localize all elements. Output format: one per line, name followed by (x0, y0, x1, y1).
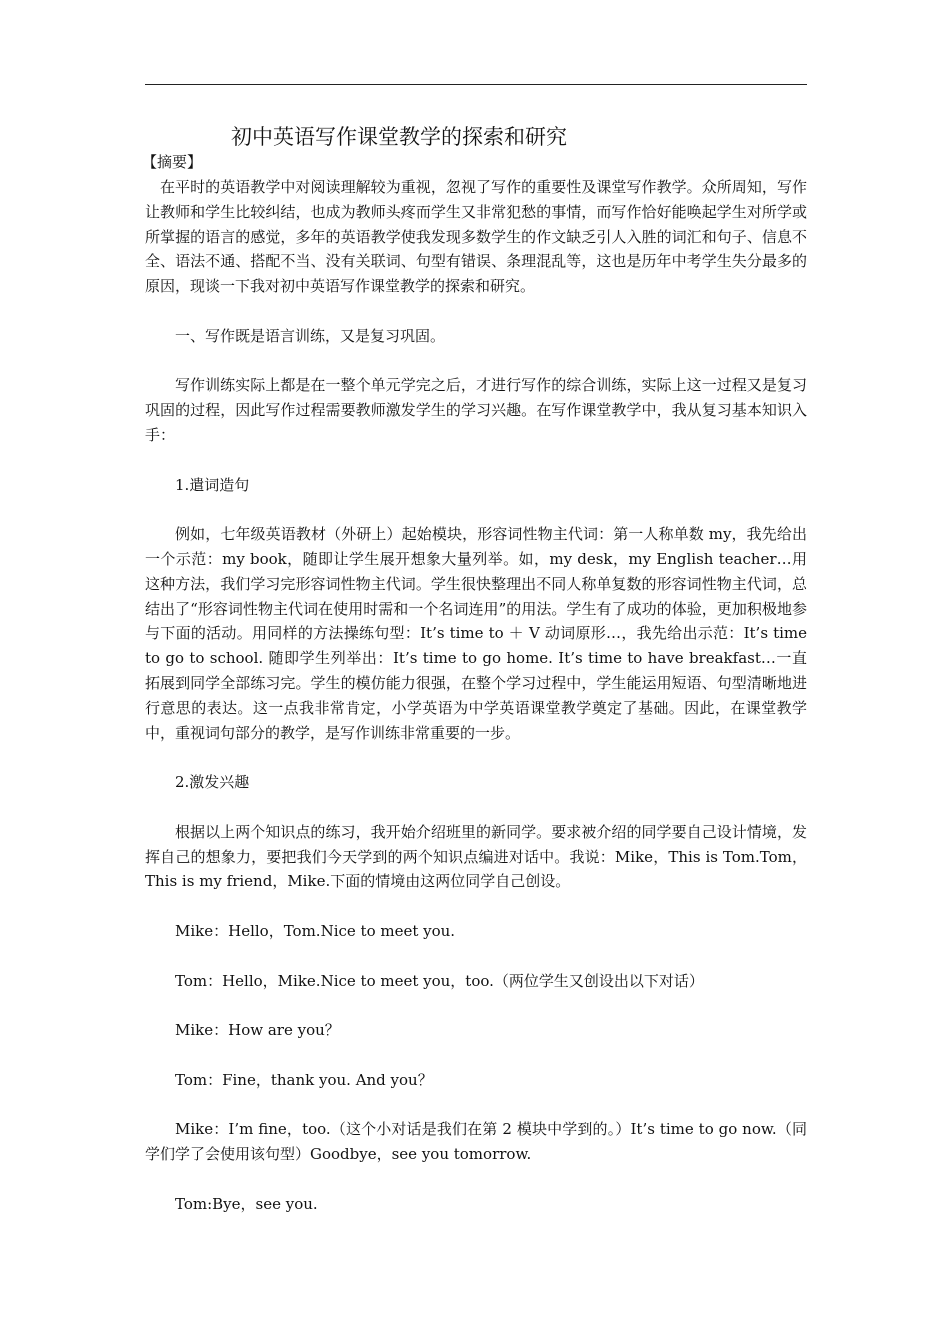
dialogue-line: Mike：I’m fine，too.（这个小对话是我们在第 2 模块中学到的。）It’s time to go now.（同学们学了会使用该句型）Goodbye，see you tomorrow. (145, 1120, 807, 1164)
document-title: 初中英语写作课堂教学的探索和研究 (231, 125, 567, 149)
document-page (142, 0, 807, 1344)
paragraph-intro: 在平时的英语教学中对阅读理解较为重视，忽视了写作的重要性及课堂写作教学。众所周知，写作让教师和学生比较纠结，也成为教师头疼而学生又非常犯愁的事情，而写作恰好能唤起学生对所学或所掌握的语言的感觉，多年的英语教学使我发现多数学生的作文缺乏引人入胜的词汇和句子、信息不全、语法不通、搭配不当、没有关联词、句型有错误、条理混乱等，这也是历年中考学生失分最多的原因，现谈一下我对初中英语写作课堂教学的探索和研究。 (145, 178, 807, 296)
abstract-label: 【摘要】 (142, 153, 203, 171)
paragraph-introduce-classmates: 根据以上两个知识点的练习，我开始介绍班里的新同学。要求被介绍的同学要自己设计情境，发挥自己的想象力，要把我们今天学到的两个知识点编进对话中。我说：Mike，This is Tom.Tom，This is my friend，Mike.下面的情境由这两位同学自己创设。 (145, 822, 807, 891)
subheading-word-sentence: 1.遣词造句 (175, 475, 250, 494)
document-body (145, 175, 807, 1216)
dialogue-line: Tom：Fine，thank you. And you？ (175, 1070, 433, 1089)
header-rule (145, 84, 807, 85)
subheading-interest: 2.激发兴趣 (175, 773, 250, 792)
dialogue-line: Mike：Hello，Tom.Nice to meet you. (175, 921, 456, 940)
dialogue-line: Tom：Hello，Mike.Nice to meet you，too.（两位学生又创设出以下对话） (175, 971, 704, 990)
paragraph-example: 例如，七年级英语教材（外研上）起始模块，形容词性物主代词：第一人称单数 my，我先给出一个示范：my book，随即让学生展开想象大量列举。如，my desk，my English teacher…用这种方法，我们学习完形容词性物主代词。学生很快整理出不同人称单复数的形容词性物主代词，总结出了“形容词性物主代词在使用时需和一个名词连用”的用法。学生有了成功的体验，更加积极地参与下面的活动。用同样的方法操练句型：It’s time to ＋ V 动词原形…，我先给出示范：It’s time to go to school. 随即学生列举出：It’s time to go home. It’s time to have breakfast…一直拓展到同学全部练习完。学生的模仿能力很强，在整个学习过程中，学生能运用短语、句型清晰地进行意思的表达。这一点我非常肯定，小学英语为中学英语课堂教学奠定了基础。因此，在课堂教学中，重视词句部分的教学，是写作训练非常重要的一步。 (145, 525, 807, 742)
paragraph-writing-training: 写作训练实际上都是在一整个单元学完之后，才进行写作的综合训练，实际上这一过程又是复习巩固的过程，因此写作过程需要教师激发学生的学习兴趣。在写作课堂教学中，我从复习基本知识入手： (145, 376, 807, 444)
section-heading-1: 一、写作既是语言训练，又是复习巩固。 (175, 326, 446, 345)
dialogue-line: Tom:Bye，see you. (175, 1194, 318, 1213)
dialogue-line: Mike：How are you？ (175, 1021, 340, 1040)
